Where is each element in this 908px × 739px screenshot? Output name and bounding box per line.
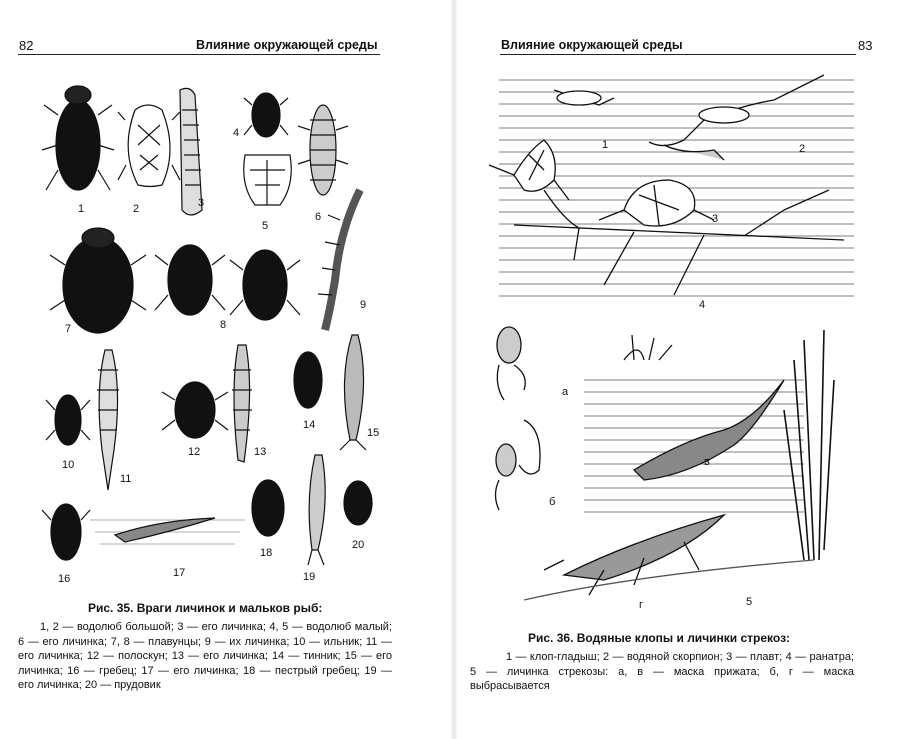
header-rule (500, 54, 856, 55)
figure-caption-text: 1, 2 — водолюб большой; 3 — его личинка; 4, 5 — водолюб малый; 6 — его личинка; 7, 8 — плавунцы; 9 — их личинка; 10 — ильник; 11 — его личинка; 12 — полоскун; 13 — его личинка; 14 — тинник; 15 — его личинка; 16 — гребец; 17 — его личинка; 18 — пестрый гребец; 19 — его личинка; 20 — прудовик (18, 621, 392, 692)
insect-plate (40, 70, 400, 595)
beetle-7 (50, 228, 146, 333)
fig-label: 19 (303, 571, 316, 583)
fig-label: 4 (233, 127, 240, 139)
beetle-20 (344, 481, 372, 525)
fig-label: 11 (120, 473, 132, 485)
page-number: 83 (858, 38, 873, 53)
fig-label: 7 (65, 323, 72, 335)
fig-label: 18 (260, 547, 273, 559)
fig-label: 17 (173, 567, 186, 579)
fig-label: 3 (712, 213, 719, 225)
fig-label: 15 (367, 427, 380, 439)
ground-line (524, 560, 814, 600)
fig-label: 5 (262, 220, 269, 232)
fig-label: 14 (303, 419, 316, 431)
beetle-5 (244, 155, 292, 205)
left-page (0, 0, 452, 739)
fig-label: 16 (58, 573, 71, 585)
larva-11 (97, 350, 119, 490)
larva-15 (340, 335, 366, 450)
figure-caption-text: 1 — клоп-гладыш; 2 — водяной скорпион; 3 — плавт; 4 — ранатра; 5 — личинка стрекозы: а, в — маска прижата; б, г — маска выбрасывается (470, 651, 854, 693)
fig-label: б (549, 496, 556, 508)
larva-head-b (496, 420, 541, 510)
beetle-16 (42, 504, 90, 560)
fig-label: 20 (352, 539, 365, 551)
fig-label: 12 (188, 446, 201, 458)
header-rule (18, 54, 380, 55)
beetle-14 (294, 352, 322, 408)
fig-label: 3 (198, 197, 205, 209)
figure-36-dragonfly-larvae (484, 320, 864, 615)
fig-label: 5 (746, 596, 753, 608)
fig-label: 8 (220, 319, 227, 331)
figure-36-water-bugs (484, 70, 864, 310)
beetle-2 (118, 105, 180, 187)
beetle-18 (252, 480, 284, 536)
larva-head-a (497, 327, 525, 400)
bug-1-backswimmer (489, 90, 614, 200)
fig-label: а (562, 386, 569, 398)
fig-label: 4 (699, 299, 706, 310)
beetle-1 (42, 86, 114, 190)
fig-label: 9 (360, 299, 367, 311)
beetle-4 (244, 93, 288, 137)
running-header: Влияние окружающей среды (196, 38, 378, 52)
fig-label: в (704, 456, 710, 468)
fig-label: 1 (602, 139, 609, 151)
beetle-8a (155, 245, 225, 315)
larva-9 (318, 190, 360, 330)
right-page (456, 0, 908, 739)
fig-label: 1 (78, 203, 85, 215)
figure-caption-title: Рис. 35. Враги личинок и мальков рыб: (88, 601, 323, 615)
fig-label: 2 (133, 203, 140, 215)
figure-caption-title: Рис. 36. Водяные клопы и личинки стрекоз: (528, 631, 791, 645)
fig-label: 13 (254, 446, 267, 458)
beetle-12 (162, 382, 228, 438)
fig-label: 2 (799, 143, 806, 155)
larva-g (544, 515, 724, 595)
beetle-8b (230, 250, 300, 320)
figure-35-illustration (40, 70, 400, 595)
bug-3-saucer-bug (599, 180, 714, 226)
bug-2-water-scorpion (649, 75, 824, 160)
fig-label: г (639, 599, 644, 611)
beetle-10 (46, 395, 90, 445)
larva-19 (308, 455, 325, 565)
running-header: Влияние окружающей среды (501, 38, 683, 52)
larva-3 (180, 88, 205, 215)
page-number: 82 (19, 38, 34, 53)
larva-17-scene (90, 518, 245, 544)
fig-label: 10 (62, 459, 75, 471)
larva-13 (232, 345, 252, 462)
fig-label: 6 (315, 211, 322, 223)
larva-6 (298, 105, 348, 195)
